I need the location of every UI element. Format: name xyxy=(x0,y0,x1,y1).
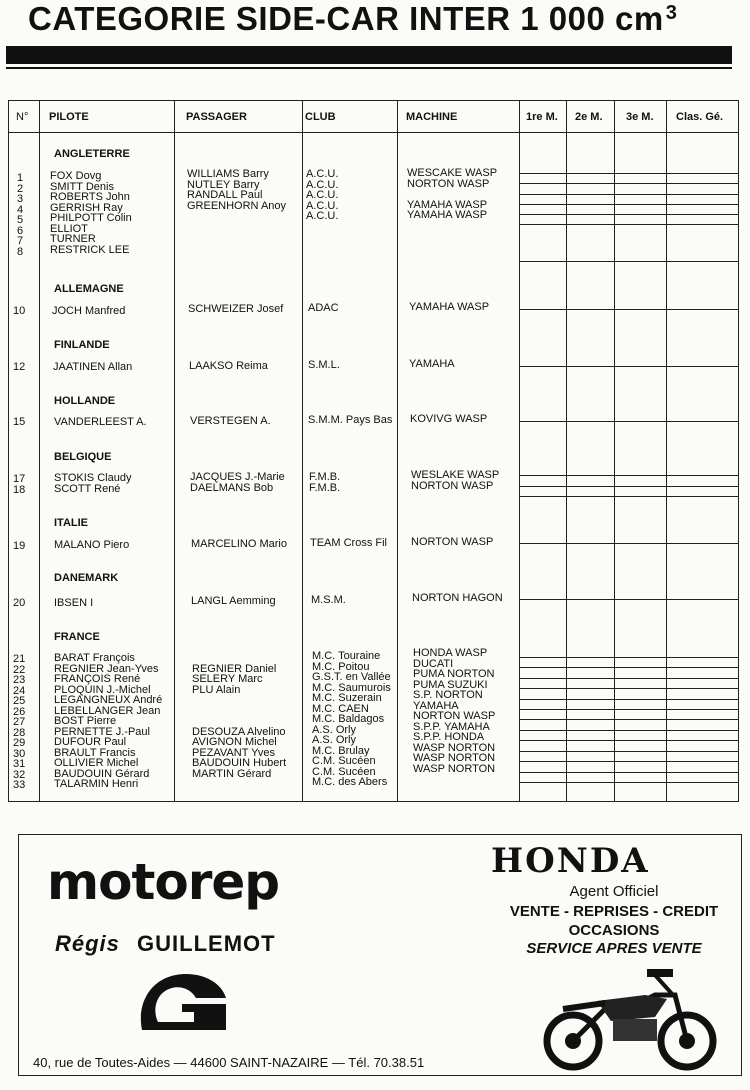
machine-name: YAMAHA WASP xyxy=(407,209,488,221)
motorep-logo-text: motorep xyxy=(47,853,280,911)
machine-name: NORTON WASP xyxy=(411,479,494,492)
score-line xyxy=(519,719,739,720)
machine-name: PUMA NORTON xyxy=(413,668,495,680)
advertisement xyxy=(18,834,742,1076)
hollande-num xyxy=(13,417,25,428)
italie-machine xyxy=(411,537,493,548)
section-title-allemagne: ALLEMAGNE xyxy=(54,283,124,295)
pilote-name: DUFOUR Paul xyxy=(54,736,127,748)
machine-name: NORTON WASP xyxy=(407,177,490,190)
row-num: 8 xyxy=(17,245,24,258)
danemark-num xyxy=(13,598,25,609)
row-num: 22 xyxy=(13,663,26,676)
hollande-pilote xyxy=(54,417,147,428)
belgique-machines xyxy=(411,470,499,491)
passager-name xyxy=(192,653,286,664)
pilote-name: OLLIVIER Michel xyxy=(54,757,139,769)
danemark-passager xyxy=(191,596,276,607)
danemark-machine xyxy=(412,593,503,604)
section-title-belgique: BELGIQUE xyxy=(54,451,112,463)
passager-name: SELERY Marc xyxy=(192,673,263,685)
row-num: 24 xyxy=(13,684,26,697)
machine-name: NORTON HAGON xyxy=(412,592,503,604)
machine-name: S.P. NORTON xyxy=(413,689,483,701)
allemagne-num xyxy=(13,306,25,317)
row-num: 17 xyxy=(13,473,26,485)
italie-club xyxy=(310,538,387,549)
section-title-hollande: HOLLANDE xyxy=(54,395,116,407)
passager-name xyxy=(192,695,286,706)
finlande-num xyxy=(13,362,25,373)
section-title-angleterre: ANGLETERRE xyxy=(54,148,130,160)
passager-name xyxy=(192,706,286,717)
header-pilote: PILOTE xyxy=(49,111,89,123)
passager-name: BAUDOUIN Hubert xyxy=(192,757,287,769)
club-name: M.C. Suzerain xyxy=(312,692,382,704)
pilote-name: BRAULT Francis xyxy=(54,746,136,759)
row-num: 1 xyxy=(17,172,24,184)
machine-name: WASP NORTON xyxy=(413,762,496,775)
row-num: 12 xyxy=(13,361,26,373)
italie-num xyxy=(13,541,25,552)
row-num: 21 xyxy=(13,653,26,665)
club-name: M.C. Saumurois xyxy=(312,681,391,694)
title-rule-thick xyxy=(6,46,732,64)
row-num: 32 xyxy=(13,768,26,781)
hollande-machine xyxy=(410,414,487,425)
row-num: 31 xyxy=(13,758,26,770)
club-name: ADAC xyxy=(308,302,339,314)
col-divider xyxy=(174,101,175,801)
results-table xyxy=(8,100,739,802)
owner-name xyxy=(55,931,276,957)
pilote-name: MALANO Piero xyxy=(54,539,130,551)
belgique-passagers xyxy=(190,472,285,493)
row-num: 26 xyxy=(13,705,26,718)
pilote-name: JAATINEN Allan xyxy=(53,361,133,373)
machine-name: DUCATI xyxy=(413,657,454,670)
club-name: M.S.M. xyxy=(311,594,346,606)
row-num: 29 xyxy=(13,737,26,749)
machine-name: NORTON WASP xyxy=(413,710,496,722)
row-num: 33 xyxy=(13,779,26,791)
passager-name: JACQUES J.-Marie xyxy=(190,471,285,483)
finlande-club xyxy=(308,360,340,371)
owner-first-name: Régis xyxy=(55,931,120,956)
pilote-name: LEGANGNEUX André xyxy=(54,694,163,706)
hollande-club xyxy=(308,415,392,426)
col-divider xyxy=(39,101,40,801)
header-m1: 1re M. xyxy=(526,111,558,123)
finlande-pilote xyxy=(53,362,132,373)
score-line xyxy=(519,740,739,741)
france-machines xyxy=(413,648,495,774)
pilote-name: FOX Dovg xyxy=(50,170,102,182)
score-line xyxy=(519,194,739,195)
score-line xyxy=(519,730,739,731)
machine-name: WESLAKE WASP xyxy=(411,469,500,481)
pilote-name: RESTRICK LEE xyxy=(50,243,130,256)
passager-name: REGNIER Daniel xyxy=(192,662,277,675)
club-name: F.M.B. xyxy=(309,471,341,483)
pilote-name: IBSEN I xyxy=(54,597,94,609)
col-divider xyxy=(397,101,398,801)
score-cells xyxy=(519,101,739,801)
row-num: 27 xyxy=(13,716,26,728)
score-line xyxy=(519,486,739,487)
club-name: A.C.U. xyxy=(306,178,339,191)
passager-name: PEZAVANT Yves xyxy=(192,746,275,759)
france-nums xyxy=(13,654,25,791)
machine-name: YAMAHA WASP xyxy=(409,301,490,313)
sales-label: VENTE - REPRISES - CREDIT xyxy=(509,903,719,920)
score-line xyxy=(519,204,739,205)
angleterre-nums xyxy=(17,173,23,257)
page-title: CATEGORIE SIDE-CAR INTER 1 000 cm $^3$ xyxy=(28,0,678,37)
machine-name: PUMA SUZUKI xyxy=(413,678,488,691)
club-name: S.M.M. Pays Bas xyxy=(308,414,393,426)
row-num: 23 xyxy=(13,674,26,686)
score-line xyxy=(519,214,739,215)
danemark-pilote xyxy=(54,598,93,609)
club-name: A.C.U. xyxy=(306,189,339,201)
club-name: F.M.B. xyxy=(309,481,341,494)
france-clubs xyxy=(312,651,391,788)
pilote-name: VANDERLEEST A. xyxy=(54,416,147,428)
pilote-name: ELLIOT xyxy=(50,222,88,235)
passager-name: SCHWEIZER Josef xyxy=(188,303,284,315)
score-line xyxy=(519,421,739,422)
machine-name: WASP NORTON xyxy=(413,752,496,764)
score-line xyxy=(519,183,739,184)
allemagne-machine xyxy=(409,302,489,313)
service-label: SERVICE APRES VENTE xyxy=(526,940,702,957)
row-num: 20 xyxy=(13,597,26,609)
score-line xyxy=(519,678,739,679)
score-line xyxy=(519,709,739,710)
address: 40, rue de Toutes-Aides — 44600 SAINT-NAZAIRE — Tél. 70.38.51 xyxy=(33,1055,425,1070)
pilote-name: REGNIER Jean-Yves xyxy=(54,662,159,675)
france-pilotes xyxy=(54,653,162,790)
machine-name xyxy=(407,189,497,200)
belgique-nums xyxy=(13,474,25,495)
score-line xyxy=(519,173,739,174)
machine-name: S.P.P. YAMAHA xyxy=(413,720,490,733)
machine-name: KOVIVG WASP xyxy=(410,413,488,425)
score-line xyxy=(519,366,739,367)
score-line xyxy=(519,475,739,476)
passager-name: DESOUZA Alvelino xyxy=(192,725,286,738)
row-num: 25 xyxy=(13,695,26,707)
score-line xyxy=(519,599,739,600)
row-num: 19 xyxy=(13,540,26,552)
section-title-danemark: DANEMARK xyxy=(54,572,119,584)
row-num: 10 xyxy=(13,305,26,317)
occasions-label: OCCASIONS xyxy=(568,922,660,939)
passager-name: GREENHORN Anoy xyxy=(187,199,287,212)
pilote-name: JOCH Manfred xyxy=(52,305,126,317)
pilote-name: SMITT Denis xyxy=(50,180,114,193)
passager-name: WILLIAMS Barry xyxy=(187,168,269,180)
passager-name: MARCELINO Mario xyxy=(191,538,287,550)
owner-last-name: GUILLEMOT xyxy=(137,931,276,956)
club-name: M.C. CAEN xyxy=(312,702,369,715)
club-name: A.S. Orly xyxy=(312,723,357,736)
motorcycle-icon xyxy=(535,965,725,1073)
pilote-name: ROBERTS John xyxy=(50,191,130,203)
score-line xyxy=(519,761,739,762)
allemagne-club xyxy=(308,303,339,314)
score-line xyxy=(519,496,739,497)
header-passager: PASSAGER xyxy=(186,111,247,123)
passager-name: AVIGNON Michel xyxy=(192,736,277,748)
row-num: 5 xyxy=(17,214,24,226)
header-m3: 3e M. xyxy=(626,111,654,123)
header-machine: MACHINE xyxy=(406,111,458,123)
pilote-name: TALARMIN Henri xyxy=(54,778,139,790)
pilote-name: LEBELLANGER Jean xyxy=(54,704,161,717)
danemark-club xyxy=(311,595,346,606)
score-line xyxy=(519,309,739,310)
passager-name: RANDALL Paul xyxy=(187,189,263,201)
belgique-clubs xyxy=(309,472,340,493)
club-name: A.S. Orly xyxy=(312,734,357,746)
score-line xyxy=(519,782,739,783)
col-divider xyxy=(302,101,303,801)
row-num: 2 xyxy=(17,182,24,195)
machine-name: NORTON WASP xyxy=(411,536,494,548)
passager-name: LANGL Aemming xyxy=(191,595,276,607)
pilote-name: BOST Pierre xyxy=(54,715,117,727)
score-line xyxy=(519,543,739,544)
club-name: M.C. Touraine xyxy=(312,650,381,662)
club-name: A.C.U. xyxy=(306,210,339,222)
club-name: G.S.T. en Vallée xyxy=(312,671,391,683)
passager-name: NUTLEY Barry xyxy=(187,178,260,191)
club-name: TEAM Cross Fil xyxy=(310,537,387,549)
machine-name: YAMAHA xyxy=(409,358,455,370)
italie-pilote xyxy=(54,540,129,551)
france-passagers xyxy=(192,653,286,779)
row-num: 18 xyxy=(13,483,26,496)
angleterre-passagers xyxy=(187,169,286,211)
machine-name: YAMAHA WASP xyxy=(407,198,488,211)
pilote-name: BAUDOUIN Gérard xyxy=(54,767,150,780)
score-line xyxy=(519,657,739,658)
club-name: C.M. Sucéen xyxy=(312,755,376,767)
club-name: C.M. Sucéen xyxy=(312,765,376,778)
machine-name: HONDA WASP xyxy=(413,647,488,659)
passager-name xyxy=(192,716,286,727)
passager-name: DAELMANS Bob xyxy=(190,481,274,494)
header-m2: 2e M. xyxy=(575,111,603,123)
row-num: 28 xyxy=(13,726,26,739)
club-name: A.C.U. xyxy=(306,168,339,180)
score-line xyxy=(519,667,739,668)
angleterre-machines xyxy=(407,168,497,221)
pilote-name: TURNER xyxy=(50,233,96,245)
helmet-logo-icon xyxy=(134,970,229,1038)
section-title-france: FRANCE xyxy=(54,631,100,643)
club-name: S.M.L. xyxy=(308,359,340,371)
row-num: 30 xyxy=(13,747,26,760)
passager-name: PLU Alain xyxy=(192,683,241,696)
passager-name: LAAKSO Reima xyxy=(189,360,268,372)
pilote-name: GERRISH Ray xyxy=(50,201,123,214)
pilote-name: BARAT François xyxy=(54,652,135,664)
header-no: N° xyxy=(16,111,29,123)
machine-name: WESCAKE WASP xyxy=(407,167,498,179)
score-line xyxy=(519,699,739,700)
row-num: 3 xyxy=(17,193,24,205)
title-rule-thin xyxy=(6,67,732,69)
row-num: 6 xyxy=(17,224,24,237)
pilote-name: FRANÇOIS René xyxy=(54,673,141,685)
score-line xyxy=(519,751,739,752)
angleterre-clubs xyxy=(306,169,338,222)
score-line xyxy=(519,261,739,262)
section-title-italie: ITALIE xyxy=(54,517,89,529)
club-name: A.C.U. xyxy=(306,199,339,212)
club-name: M.C. des Abers xyxy=(312,776,388,788)
hollande-passager xyxy=(190,416,271,427)
pilote-name: PLOQUIN J.-Michel xyxy=(54,683,151,696)
finlande-passager xyxy=(189,361,268,372)
italie-passager xyxy=(191,539,287,550)
honda-logo-text: HONDA xyxy=(491,841,650,881)
machine-name: S.P.P. HONDA xyxy=(413,731,485,743)
belgique-pilotes xyxy=(54,473,131,494)
pilote-name: PERNETTE J.-Paul xyxy=(54,725,150,738)
club-name: M.C. Baldagos xyxy=(312,713,385,725)
row-num: 4 xyxy=(17,203,24,216)
section-title-finlande: FINLANDE xyxy=(54,339,110,351)
header-club: CLUB xyxy=(305,111,336,123)
pilote-name: STOKIS Claudy xyxy=(54,472,132,484)
score-line xyxy=(519,688,739,689)
agent-label: Agent Officiel xyxy=(569,883,659,900)
row-num: 15 xyxy=(13,416,26,428)
angleterre-pilotes xyxy=(50,171,132,255)
row-num: 7 xyxy=(17,235,24,247)
score-line xyxy=(519,772,739,773)
score-line xyxy=(519,224,739,225)
club-name: M.C. Brulay xyxy=(312,744,370,757)
finlande-machine xyxy=(409,359,455,370)
header-clas: Clas. Gé. xyxy=(676,111,724,123)
allemagne-pilote xyxy=(52,306,125,317)
passager-name: MARTIN Gérard xyxy=(192,767,272,780)
pilote-name: PHILPOTT Colin xyxy=(50,212,132,224)
passager-name: VERSTEGEN A. xyxy=(190,415,271,427)
pilote-name: SCOTT René xyxy=(54,482,121,495)
machine-name: YAMAHA xyxy=(413,699,459,712)
machine-name: WASP NORTON xyxy=(413,741,496,754)
allemagne-passager xyxy=(188,304,283,315)
club-name: M.C. Poitou xyxy=(312,660,370,673)
